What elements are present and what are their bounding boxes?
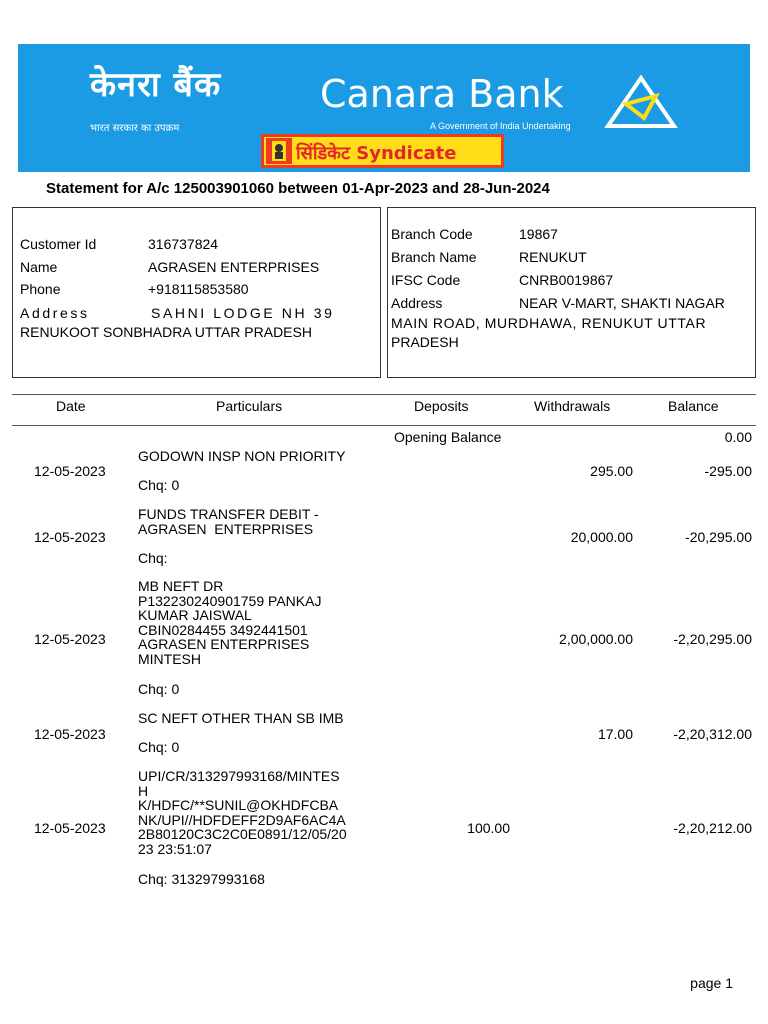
row-balance: -2,20,312.00 bbox=[673, 726, 752, 742]
row-date: 12-05-2023 bbox=[34, 529, 106, 545]
branch-code-label: Branch Code bbox=[391, 226, 473, 242]
branch-code-value: 19867 bbox=[519, 226, 558, 242]
col-date-header: Date bbox=[56, 398, 86, 414]
row-cheque: Chq: bbox=[138, 550, 168, 566]
address-line-1: SAHNI LODGE NH 39 bbox=[151, 305, 335, 321]
ifsc-value: CNRB0019867 bbox=[519, 272, 614, 288]
row-particulars: GODOWN INSP NON PRIORITY bbox=[138, 448, 346, 464]
row-withdrawal: 295.00 bbox=[590, 463, 633, 479]
row-particulars: FUNDS TRANSFER DEBIT - AGRASEN ENTERPRISES bbox=[138, 506, 319, 537]
phone-value: +918115853580 bbox=[148, 281, 249, 297]
row-withdrawal: 20,000.00 bbox=[570, 529, 633, 545]
syndicate-emblem-icon bbox=[266, 138, 292, 164]
bank-name-english: Canara Bank bbox=[320, 72, 564, 116]
name-value: AGRASEN ENTERPRISES bbox=[148, 259, 320, 275]
table-top-rule bbox=[12, 394, 756, 395]
customer-details-box bbox=[12, 207, 381, 378]
ifsc-label: IFSC Code bbox=[391, 272, 461, 288]
customer-id-value: 316737824 bbox=[148, 236, 219, 252]
col-withdrawals-header: Withdrawals bbox=[534, 398, 611, 414]
col-deposits-header: Deposits bbox=[414, 398, 469, 414]
row-cheque: Chq: 0 bbox=[138, 477, 180, 493]
bank-tagline-english: A Government of India Undertaking bbox=[430, 121, 571, 131]
col-balance-header: Balance bbox=[668, 398, 719, 414]
row-particulars: MB NEFT DR P132230240901759 PANKAJ KUMAR JAISWAL CBIN0284455 3492441501 AGRASEN ENTERPRISES MINTESH bbox=[138, 578, 322, 667]
row-balance: -2,20,212.00 bbox=[673, 820, 752, 836]
bank-header-banner bbox=[18, 44, 750, 172]
canara-logo-icon bbox=[604, 74, 678, 130]
branch-address-line-1: NEAR V-MART, SHAKTI NAGAR bbox=[519, 295, 725, 311]
bank-tagline-hindi: भारत सरकार का उपक्रम bbox=[90, 123, 180, 134]
branch-address-line-3: PRADESH bbox=[391, 334, 459, 350]
table-header-rule bbox=[12, 425, 756, 426]
col-particulars-header: Particulars bbox=[216, 398, 283, 414]
opening-balance-label: Opening Balance bbox=[394, 429, 502, 445]
bank-name-hindi: केनरा बैंक bbox=[90, 65, 222, 105]
page-number: page 1 bbox=[690, 975, 733, 991]
row-withdrawal: 17.00 bbox=[597, 726, 633, 742]
row-date: 12-05-2023 bbox=[34, 726, 106, 742]
row-cheque: Chq: 0 bbox=[138, 681, 180, 697]
branch-address-label: Address bbox=[391, 295, 443, 311]
row-cheque: Chq: 313297993168 bbox=[138, 871, 265, 887]
row-balance: -295.00 bbox=[704, 463, 752, 479]
branch-details-box bbox=[387, 207, 756, 378]
branch-name-value: RENUKUT bbox=[519, 249, 587, 265]
opening-balance-value: 0.00 bbox=[724, 429, 752, 445]
customer-id-label: Customer Id bbox=[20, 236, 97, 252]
branch-name-label: Branch Name bbox=[391, 249, 477, 265]
statement-title: Statement for A/c 125003901060 between 01-Apr-2023 and 28-Jun-2024 bbox=[46, 180, 550, 197]
row-date: 12-05-2023 bbox=[34, 631, 106, 647]
syndicate-logo bbox=[261, 134, 504, 168]
row-date: 12-05-2023 bbox=[34, 463, 106, 479]
branch-address-line-2: MAIN ROAD, MURDHAWA, RENUKUT UTTAR bbox=[391, 315, 707, 331]
row-deposit: 100.00 bbox=[467, 820, 510, 836]
row-particulars: UPI/CR/313297993168/MINTES H K/HDFC/**SUNIL@OKHDFCBA NK/UPI//HDFDEFF2D9AF6AC4A 2B80120C3C2C0E0891/12/05/20 23 23:51:07 bbox=[138, 768, 347, 857]
row-balance: -20,295.00 bbox=[685, 529, 752, 545]
row-withdrawal: 2,00,000.00 bbox=[559, 631, 633, 647]
address-label: Address bbox=[20, 305, 90, 321]
address-line-2: RENUKOOT SONBHADRA UTTAR PRADESH bbox=[20, 324, 312, 340]
phone-label: Phone bbox=[20, 281, 61, 297]
name-label: Name bbox=[20, 259, 58, 275]
row-particulars: SC NEFT OTHER THAN SB IMB bbox=[138, 710, 344, 726]
row-balance: -2,20,295.00 bbox=[673, 631, 752, 647]
row-date: 12-05-2023 bbox=[34, 820, 106, 836]
syndicate-label: सिंडिकेट Syndicate bbox=[296, 143, 457, 164]
row-cheque: Chq: 0 bbox=[138, 739, 180, 755]
